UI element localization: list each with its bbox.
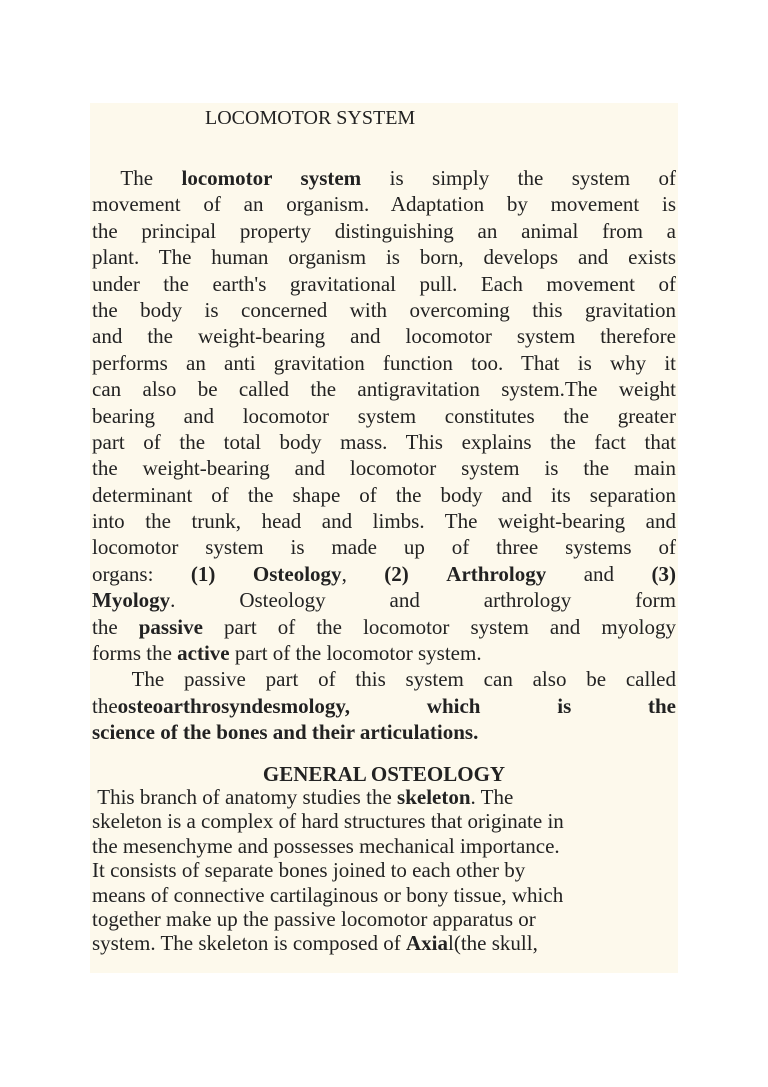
- bold-text: osteoarthrosyndesmology, which is the: [117, 693, 676, 718]
- text-line: [92, 350, 676, 376]
- text-segment: bearing and locomotor system constitutes the greater: [92, 403, 676, 428]
- text-segment: the principal property distinguishing an animal from a: [92, 218, 676, 243]
- text-segment: part of the locomotor system and myology: [202, 614, 676, 639]
- text-line: [92, 587, 676, 613]
- text-segment: forms the: [92, 641, 178, 666]
- text-line: [92, 191, 676, 217]
- text-line: [92, 561, 676, 587]
- bold-text: active: [177, 641, 230, 666]
- text-segment: under the earth's gravitational pull. Each movement of: [92, 271, 676, 296]
- text-segment: and: [546, 561, 652, 586]
- text-line: [92, 165, 676, 191]
- text-segment: part of the total body mass. This explains the fact that: [92, 429, 676, 454]
- text-segment: into the trunk, head and limbs. The weight-bearing and: [92, 509, 676, 534]
- text-line: [92, 482, 676, 508]
- text-segment: . Osteology and arthrology form: [170, 588, 676, 613]
- text-segment: and the weight-bearing and locomotor system therefore: [92, 324, 676, 349]
- bold-text: locomotor system: [181, 166, 362, 190]
- text-segment: [215, 562, 252, 586]
- text-line: [92, 666, 676, 692]
- text-segment: locomotor system is made up of three systems of: [92, 535, 676, 560]
- text-segment: can also be called the antigravitation system.The weight: [92, 377, 676, 402]
- bold-text: (1): [190, 561, 216, 586]
- document-page: [90, 103, 678, 973]
- bold-text: (2): [384, 561, 409, 586]
- bold-text: (3): [651, 561, 676, 586]
- document-title: LOCOMOTOR SYSTEM: [205, 107, 416, 129]
- locomotor-system-paragraph: [92, 165, 676, 746]
- text-segment: together make up the passive locomotor apparatus or: [92, 906, 536, 931]
- text-segment: plant. The human organism is born, develops and exists: [92, 245, 676, 270]
- bold-text: passive: [138, 614, 203, 639]
- text-line: [92, 455, 676, 481]
- bold-text: science of the bones and their articulations.: [92, 720, 479, 745]
- text-line: [92, 809, 676, 833]
- text-line: [92, 244, 676, 270]
- text-segment: . The: [470, 785, 514, 809]
- bold-text: Arthrology: [446, 561, 547, 586]
- text-line: [92, 297, 676, 323]
- text-segment: [409, 562, 446, 586]
- text-segment: the mesenchyme and possesses mechanical importance.: [92, 833, 560, 858]
- text-segment: the: [92, 614, 139, 639]
- text-segment: part of the locomotor system.: [229, 641, 482, 666]
- text-segment: This branch of anatomy studies the: [92, 785, 398, 809]
- text-segment: the body is concerned with overcoming this gravitation: [92, 297, 676, 322]
- bold-text: Osteology: [252, 561, 342, 586]
- bold-text: Myology: [92, 588, 171, 613]
- text-line: [92, 534, 676, 560]
- section-heading: GENERAL OSTEOLOGY: [262, 762, 506, 786]
- text-line: [92, 719, 676, 745]
- text-line: [92, 785, 676, 809]
- text-segment: system. The skeleton is composed of: [92, 931, 406, 956]
- text-line: [92, 640, 676, 666]
- bold-text: Axia: [406, 931, 448, 956]
- text-line: [92, 403, 676, 429]
- bold-text: skeleton: [397, 785, 471, 809]
- text-line: [92, 614, 676, 640]
- text-line: [92, 858, 676, 882]
- text-segment: movement of an organism. Adaptation by movement is: [92, 192, 676, 217]
- text-line: [92, 376, 676, 402]
- text-line: [92, 218, 676, 244]
- text-segment: ,: [341, 561, 385, 586]
- text-line: [92, 508, 676, 534]
- text-segment: It consists of separate bones joined to each other by: [92, 858, 526, 883]
- text-segment: The: [92, 166, 182, 190]
- text-line: [92, 834, 676, 858]
- text-segment: l(the skull,: [448, 931, 538, 956]
- text-segment: organs:: [92, 561, 191, 586]
- text-segment: means of connective cartilaginous or bony tissue, which: [92, 882, 564, 907]
- general-osteology-paragraph: [92, 785, 676, 956]
- text-line: [92, 323, 676, 349]
- text-line: [92, 271, 676, 297]
- text-segment: the: [92, 693, 118, 718]
- text-segment: is simply the system of: [361, 166, 676, 190]
- text-line: [92, 883, 676, 907]
- text-line: [92, 907, 676, 931]
- text-segment: determinant of the shape of the body and its separation: [92, 482, 676, 507]
- text-line: [92, 693, 676, 719]
- text-segment: The passive part of this system can also be called: [92, 667, 676, 692]
- text-line: [92, 429, 676, 455]
- text-segment: skeleton is a complex of hard structures that originate in: [92, 809, 564, 834]
- text-segment: performs an anti gravitation function too. That is why it: [92, 350, 676, 375]
- text-line: [92, 931, 676, 955]
- text-segment: the weight-bearing and locomotor system is the main: [92, 456, 676, 481]
